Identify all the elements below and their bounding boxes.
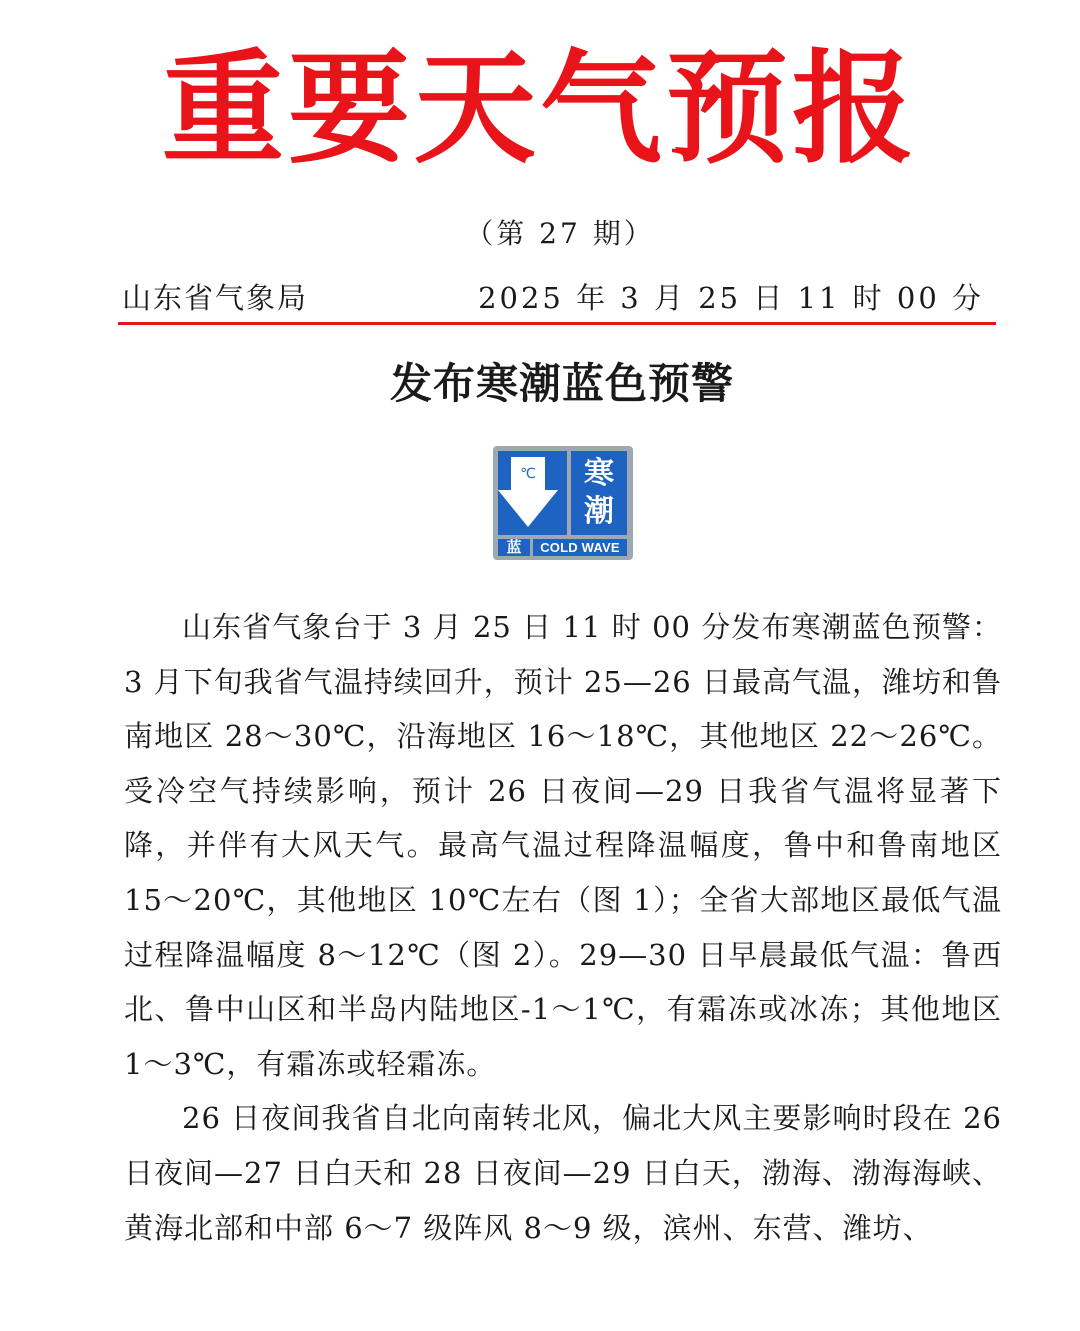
masthead-title: 重要天气预报 bbox=[162, 36, 918, 180]
body-paragraph-2: 26 日夜间我省自北向南转北风，偏北大风主要影响时段在 26 日夜间—27 日白天和 28 日夜间—29 日白天，渤海、渤海海峡、黄海北部和中部 6～7 级阵风 8～9 级，滨州、东营、潍坊、 bbox=[124, 1101, 1002, 1245]
badge-unit-label: ℃ bbox=[520, 466, 536, 482]
cold-wave-warning-badge bbox=[493, 446, 633, 560]
thermometer-down-arrow-icon bbox=[498, 451, 567, 535]
badge-name-en: COLD WAVE bbox=[533, 539, 627, 556]
document-headline: 发布寒潮蓝色预警 bbox=[389, 359, 734, 408]
issuing-agency: 山东省气象局 bbox=[122, 281, 309, 315]
badge-name-cn: 寒潮 bbox=[571, 451, 627, 535]
issue-timestamp: 2025 年 3 月 25 日 11 时 00 分 bbox=[478, 281, 984, 315]
body-text bbox=[124, 600, 1002, 1255]
issue-number: （第 27 期） bbox=[465, 217, 655, 250]
badge-level-cn: 蓝 bbox=[498, 539, 530, 556]
header-divider bbox=[118, 322, 996, 325]
body-paragraph-1: 山东省气象台于 3 月 25 日 11 时 00 分发布寒潮蓝色预警：3 月下旬我省气温持续回升，预计 25—26 日最高气温，潍坊和鲁南地区 28～30℃，沿海地区 16～18℃，其他地区 22～26℃。受冷空气持续影响，预计 26 日夜间—29 日我省气温将显著下降，并伴有大风天气。最高气温过程降温幅度，鲁中和鲁南地区 15～20℃，其他地区 10℃左右（图 1）；全省大部地区最低气温过程降温幅度 8～12℃（图 2）。29—30 日早晨最低气温：鲁西北、鲁中山区和半岛内陆地区-1～1℃，有霜冻或冰冻；其他地区 1～3℃，有霜冻或轻霜冻。 bbox=[124, 610, 1002, 1081]
